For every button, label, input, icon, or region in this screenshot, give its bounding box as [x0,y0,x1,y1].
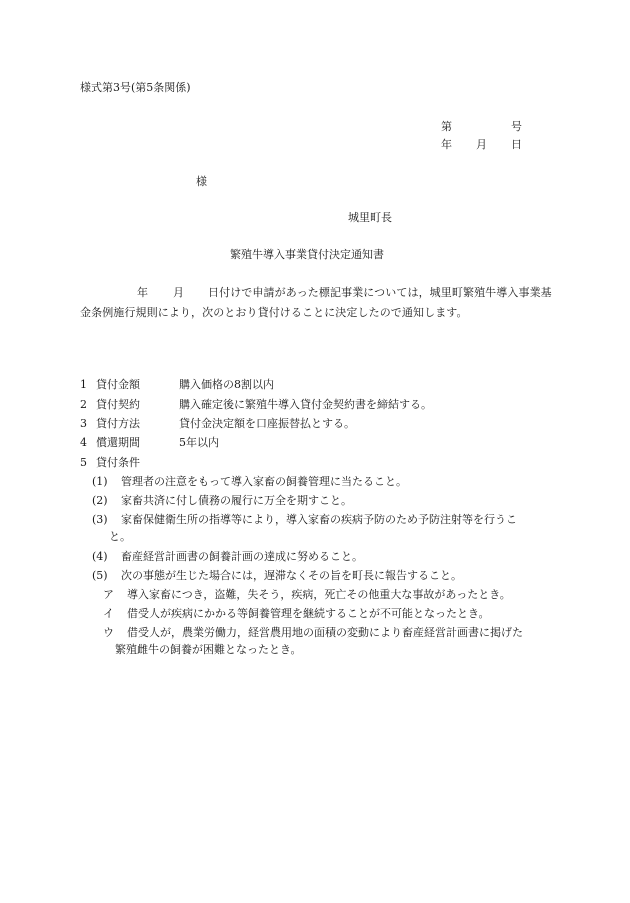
condition-2-num: (2) [92,494,108,507]
condition-1-num: (1) [92,475,108,488]
recipient-suffix: 様 [196,175,207,188]
page-title: 繁殖牛導入事業貸付決定通知書 [230,248,384,261]
item-5-label: 貸付条件 [96,456,140,469]
item-3-num: 3 [80,417,87,430]
intro-paragraph: 日付けで申請があった標記事業については，城里町繁殖牛導入事業基金条例施行規則により，次のとおり貸付けることに決定したので通知します。 [80,286,552,319]
ref-hi: 日 [511,138,522,151]
condition-4-num: (4) [92,550,108,563]
subcondition-i-text: 借受人が疾病にかかる等飼養管理を継続することが不可能となったとき。 [127,607,490,620]
ref-go: 号 [511,120,522,133]
item-5-num: 5 [80,456,87,469]
subcondition-u-cont: 繁殖雌牛の飼養が困難となったとき。 [115,643,302,656]
intro-tsuki: 月 [173,286,184,299]
item-4-value: 5年以内 [179,436,219,449]
condition-3-text: 家畜保健衛生所の指導等により，導入家畜の疾病予防のため予防注射等を行うこ [121,513,517,526]
condition-2-text: 家畜共済に付し債務の履行に万全を期すこと。 [121,494,352,507]
intro-nen: 年 [137,286,148,299]
condition-1-text: 管理者の注意をもって導入家畜の飼養管理に当たること。 [121,475,407,488]
subcondition-u-num: ウ [103,626,114,639]
subcondition-i-num: イ [103,607,114,620]
item-2-value: 購入確定後に繁殖牛導入貸付金契約書を締結する。 [179,398,432,411]
item-4-num: 4 [80,436,87,449]
item-1-label: 貸付金額 [96,378,140,391]
ref-tsuki: 月 [476,138,487,151]
ref-nen: 年 [441,138,452,151]
item-1-value: 購入価格の8割以内 [179,378,274,391]
ref-dai: 第 [441,120,452,133]
condition-5-num: (5) [92,569,108,582]
condition-3-cont: と。 [109,530,131,543]
subcondition-a-num: ア [103,588,114,601]
subcondition-a-text: 導入家畜につき，盗難，失そう，疾病，死亡その他重大な事故があったとき。 [127,588,511,601]
issuer: 城里町長 [348,211,392,224]
item-1-num: 1 [80,378,87,391]
form-label: 様式第3号(第5条関係) [80,81,191,94]
item-4-label: 償還期間 [96,436,140,449]
item-2-label: 貸付契約 [96,398,140,411]
subcondition-u-text: 借受人が，農業労働力，経営農用地の面積の変動により畜産経営計画書に掲げた [127,626,523,639]
condition-5-text: 次の事態が生じた場合には，遅滞なくその旨を町長に報告すること。 [121,569,462,582]
condition-3-num: (3) [92,513,108,526]
condition-4-text: 畜産経営計画書の飼養計画の達成に努めること。 [121,550,363,563]
item-3-value: 貸付金決定額を口座振替払とする。 [179,417,355,430]
item-3-label: 貸付方法 [96,417,140,430]
item-2-num: 2 [80,398,87,411]
